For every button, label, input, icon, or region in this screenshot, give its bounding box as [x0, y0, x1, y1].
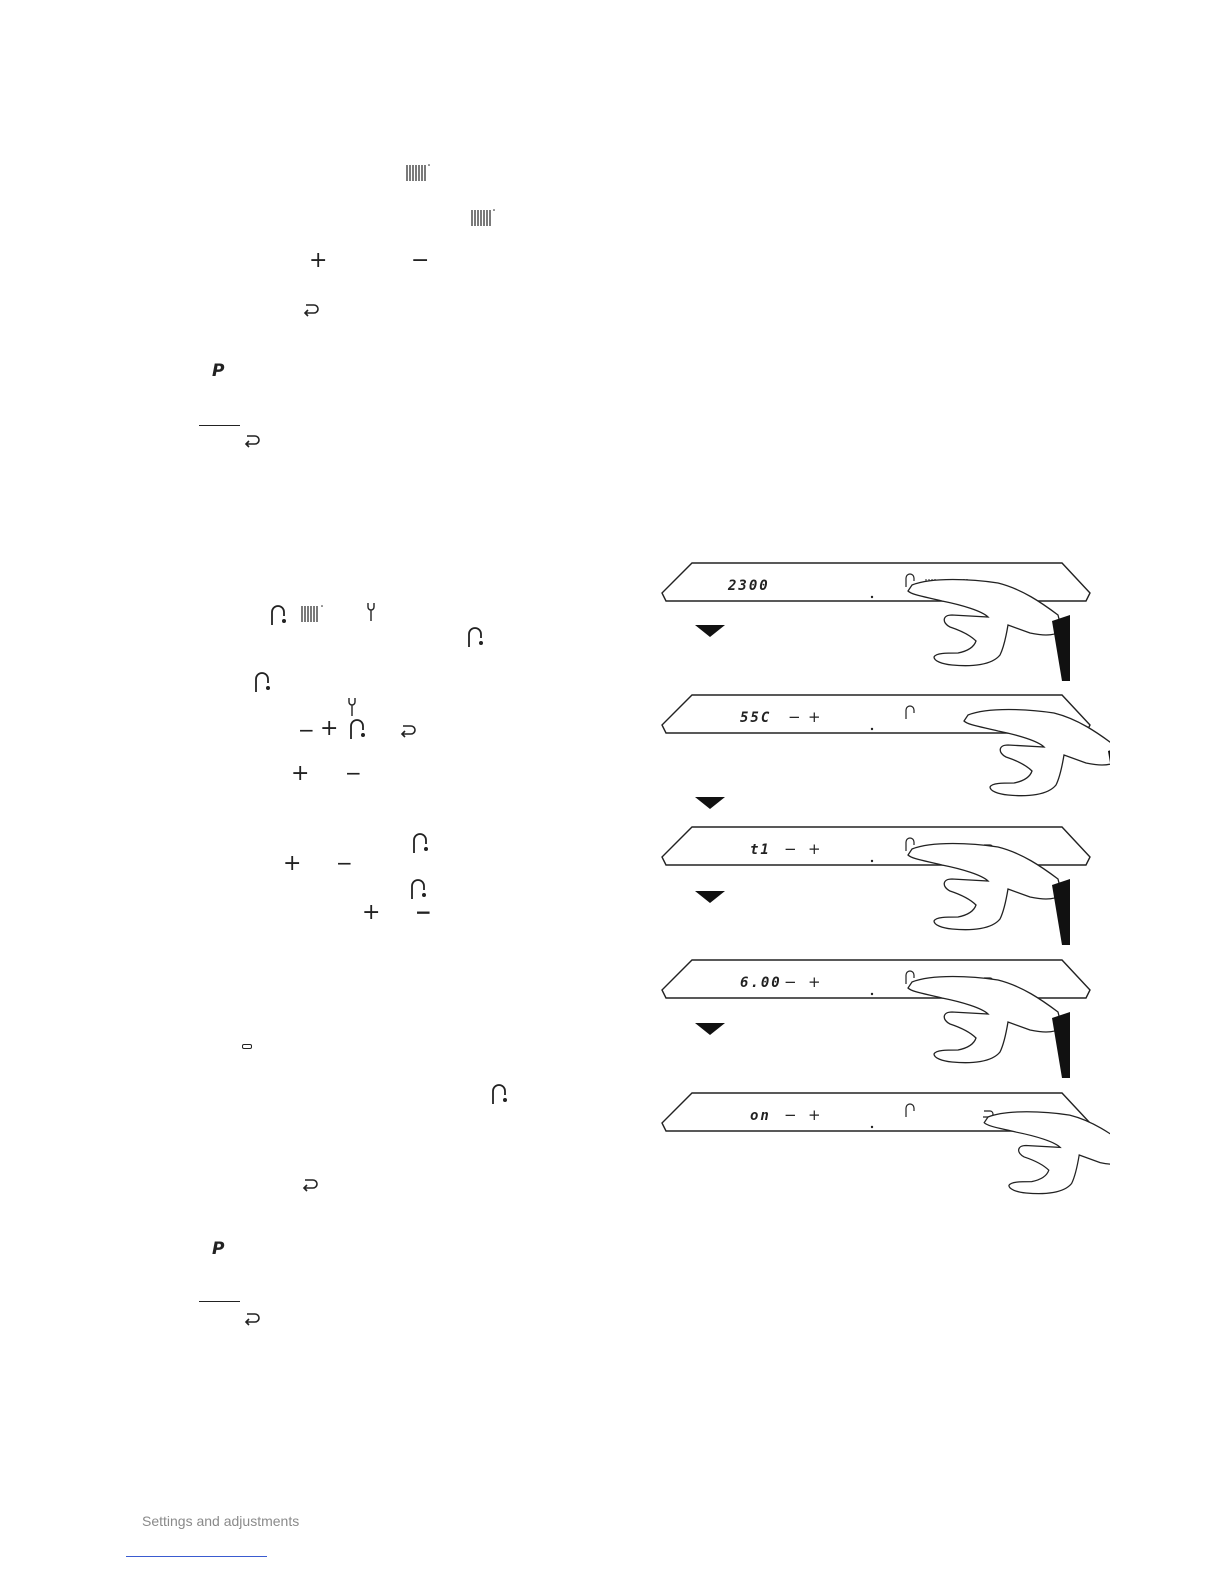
minus-icon: −: [411, 248, 430, 273]
hand-pointer-icon: [984, 1112, 1110, 1205]
hot-water-tap-icon: [466, 626, 484, 648]
svg-text:+: +: [808, 973, 821, 991]
radiator-icon: [300, 604, 326, 624]
hot-water-tap-icon: [348, 718, 366, 740]
panel-display: t1: [750, 842, 771, 858]
control-panel-sequence: [640, 555, 1110, 1205]
panel-display: 2300: [728, 578, 770, 594]
back-arrow-icon: [243, 433, 261, 449]
hot-water-tap-icon: [253, 671, 271, 693]
back-arrow-icon: [301, 1177, 319, 1193]
down-arrow-icon: [695, 625, 725, 637]
plus-icon: +: [309, 248, 328, 273]
service-wrench-icon: [346, 697, 358, 717]
svg-text:−: −: [784, 1106, 797, 1124]
plus-icon: +: [362, 900, 381, 925]
minus-icon: −: [298, 718, 315, 742]
back-arrow-icon: [302, 302, 320, 318]
minus-segment-icon: [242, 1044, 252, 1049]
radiator-icon: [405, 163, 431, 183]
footer-link-underline: [126, 1556, 267, 1557]
plus-icon: +: [291, 761, 310, 786]
program-p-icon: P: [212, 1239, 225, 1259]
service-wrench-icon: [365, 602, 377, 622]
svg-text:+: +: [808, 708, 821, 726]
minus-icon: −: [415, 900, 432, 924]
minus-icon: −: [345, 761, 362, 785]
back-arrow-icon: [399, 723, 417, 739]
svg-text:−: −: [784, 840, 797, 858]
svg-text:+: +: [808, 1106, 821, 1124]
hot-water-tap-icon: [411, 832, 429, 854]
panel-display: 55C: [740, 710, 772, 726]
down-arrow-icon: [695, 1023, 725, 1035]
svg-text:−: −: [784, 973, 797, 991]
hot-water-tap-icon: [490, 1083, 508, 1105]
divider: [199, 425, 240, 426]
radiator-icon: [470, 208, 496, 228]
panel-display: 6.00: [740, 975, 782, 991]
section-footer-label: Settings and adjustments: [142, 1513, 300, 1529]
down-arrow-icon: [695, 797, 725, 809]
hot-water-tap-icon: [409, 878, 427, 900]
back-arrow-icon: [243, 1311, 261, 1327]
svg-text:−: −: [788, 708, 801, 726]
divider: [199, 1301, 240, 1302]
hot-water-tap-icon: [269, 604, 287, 626]
minus-icon: −: [336, 851, 353, 875]
down-arrow-icon: [695, 891, 725, 903]
svg-text:+: +: [808, 840, 821, 858]
plus-icon: +: [320, 716, 339, 741]
panel-display: on: [750, 1108, 771, 1124]
plus-icon: +: [283, 851, 302, 876]
program-p-icon: P: [212, 361, 225, 381]
